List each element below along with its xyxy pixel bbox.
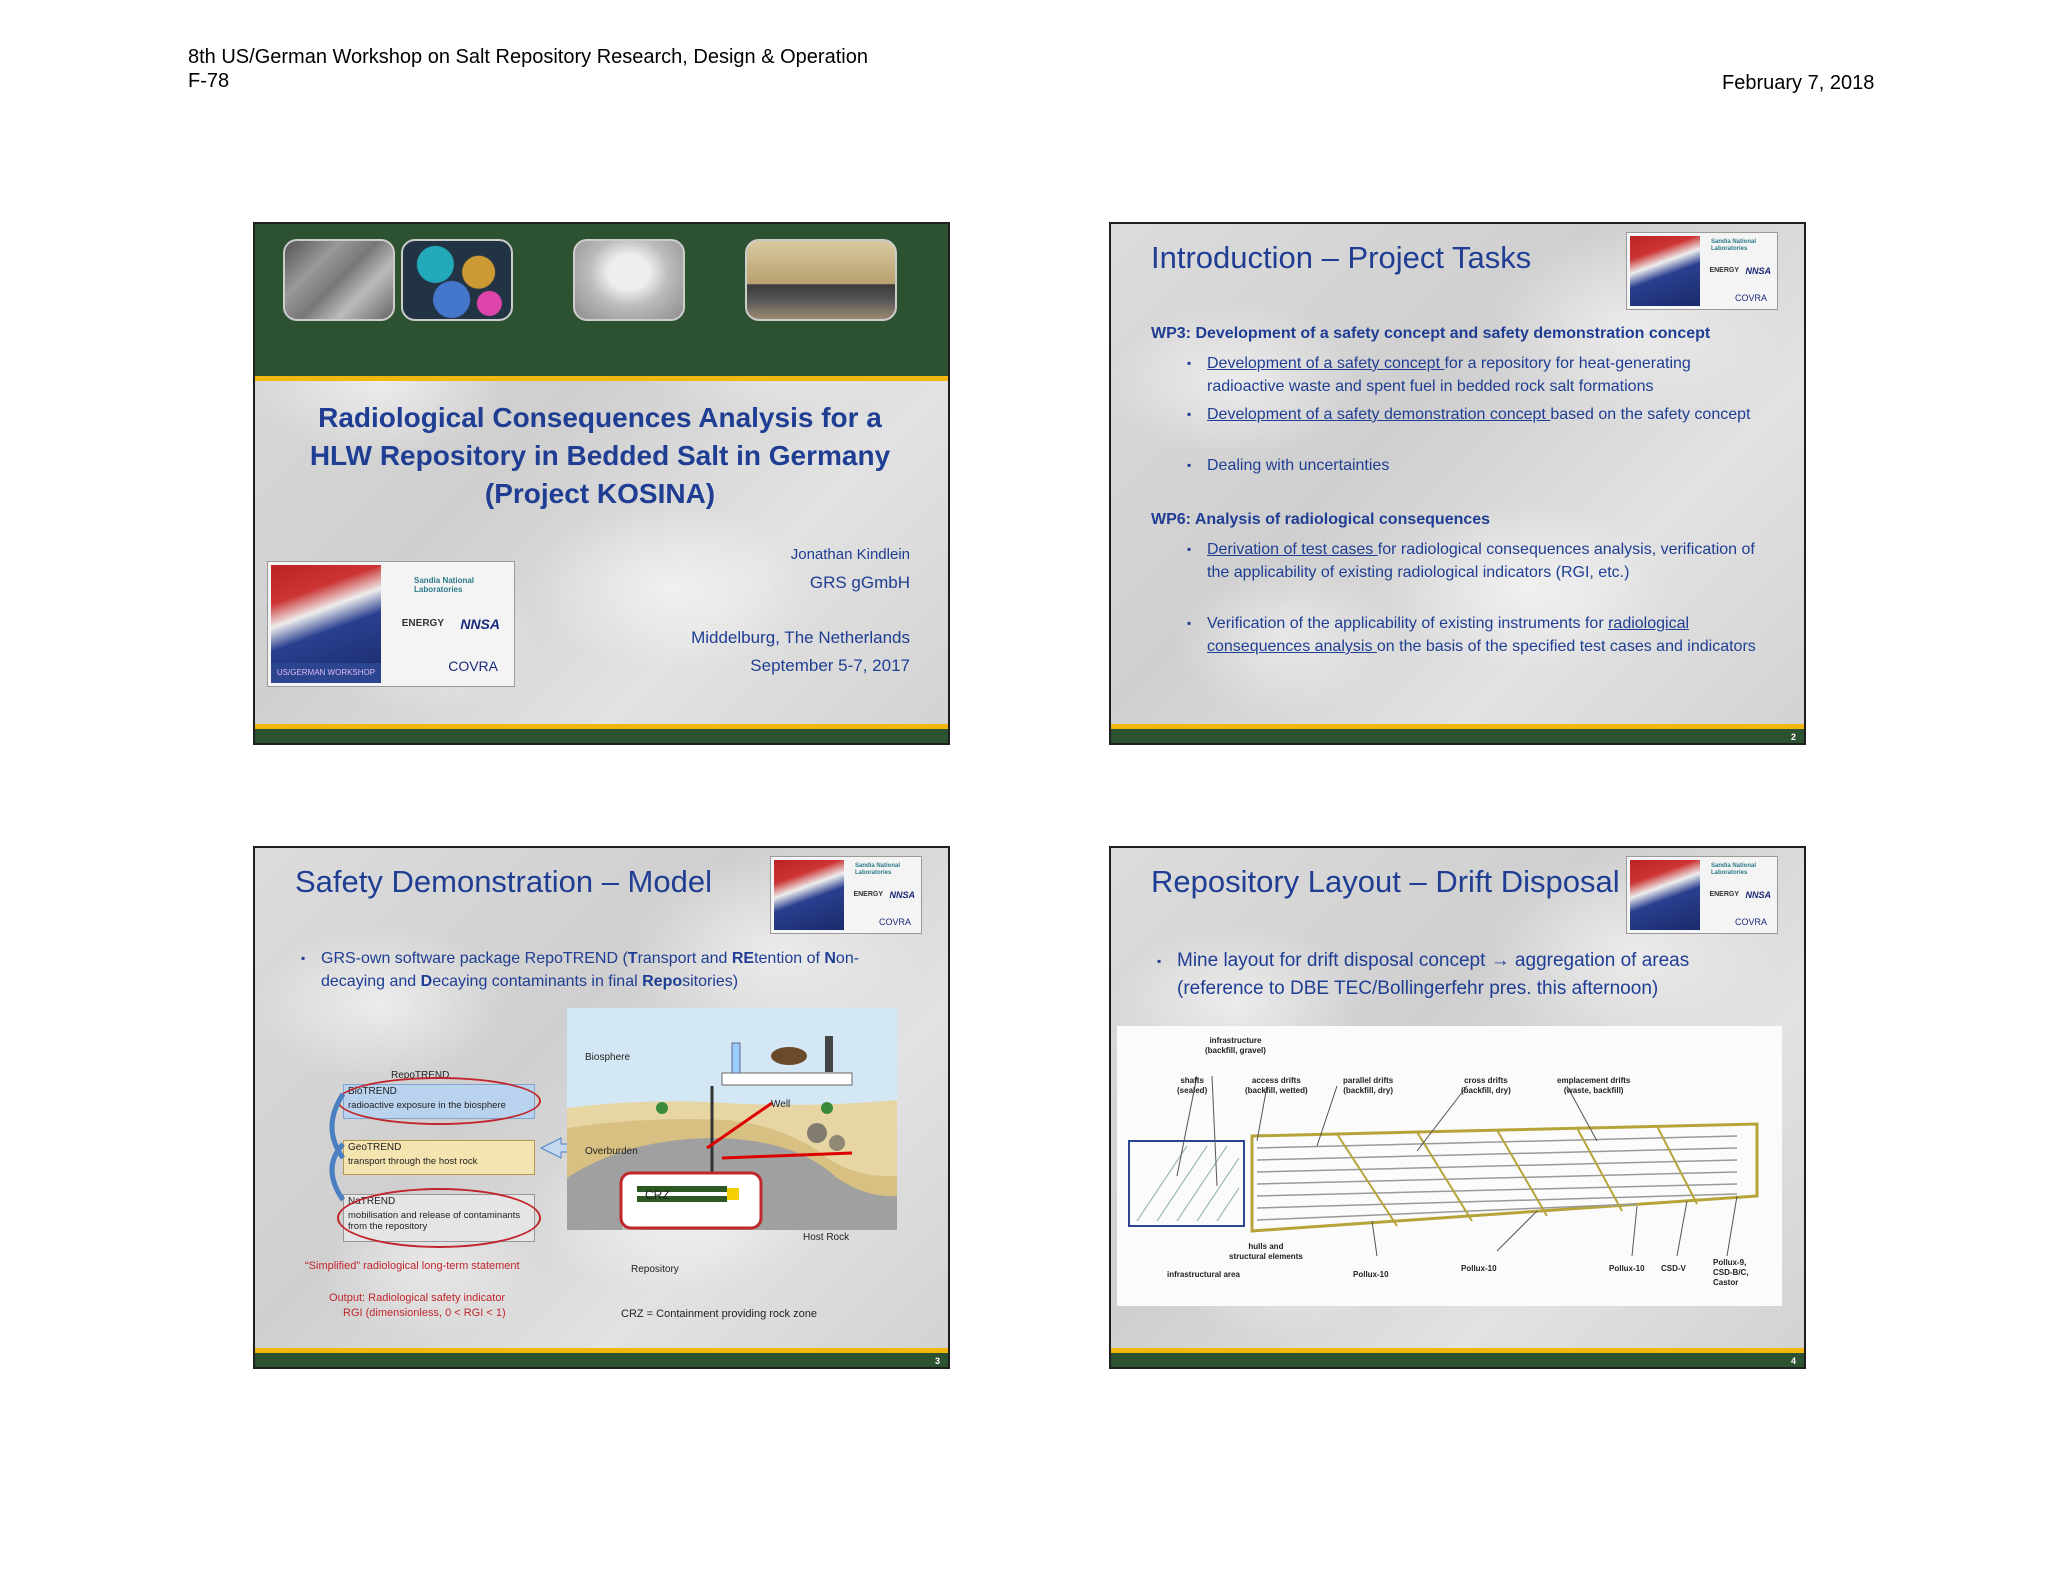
wp3-bullet-3: ▪ Dealing with uncertainties [1207,454,1767,477]
label-pollux10-c: Pollux-10 [1609,1264,1645,1273]
slide-1-title-line1: Radiological Consequences Analysis for a [318,402,882,433]
bullet-bold: D [420,973,433,990]
geotrend-name: GeoTREND [348,1142,402,1153]
wp3-bullet-1 [1207,352,1767,398]
bullet-bold: Repo [642,973,683,990]
slide-4-bullet-line1: ▪ Mine layout for drift disposal concept → aggregation of areas [1177,950,1690,971]
contaminant-plume [807,1123,827,1143]
label-shafts: shafts (sealed) [1177,1076,1208,1095]
bullet-text: ransport and [637,950,732,967]
bullet-text: sitories) [682,973,739,990]
slide-4-title: Repository Layout – Drift Disposal [1151,864,1620,899]
geotrend-desc: transport through the host rock [348,1156,478,1167]
workshop-logo-small [1626,232,1778,310]
biotrend-name: BioTREND [348,1086,397,1097]
slide-3-title: Safety Demonstration – Model [295,864,712,899]
wp6-heading: WP6: Analysis of radiological consequences [1151,511,1491,528]
sandia-logo: Sandia National Laboratories [855,863,901,876]
label-pollux10-a: Pollux-10 [1353,1270,1389,1279]
workshop-logo-flags [1630,236,1700,306]
infrastructural-area-box [1129,1141,1244,1226]
workshop-logo-label: US/GERMAN WORKSHOP [271,663,381,683]
slide-2-title: Introduction – Project Tasks [1151,240,1532,275]
wp6-bullet-1 [1207,538,1767,584]
slide-2-footer [1111,724,1804,743]
emplacement-drifts [1257,1136,1737,1220]
cow-icon [771,1047,807,1065]
page-code: F-78 [188,70,230,92]
farm-platform [722,1073,852,1085]
label-emplacement-drifts: emplacement drifts (waste, backfill) [1557,1076,1631,1095]
bullet-bold: T [627,950,638,967]
crz-label: CRZ [645,1188,670,1202]
energy-logo: ENERGY [1709,267,1739,274]
workshop-logo-small [1626,856,1778,934]
slide-4 [1109,846,1806,1369]
slide-4-footer [1111,1348,1804,1367]
energy-logo: ENERGY [401,618,444,629]
natrend-name: NaTREND [348,1196,396,1207]
bullet-text: GRS-own software package RepoTREND ( [321,950,628,967]
biotrend-desc: radioactive exposure in the biosphere [348,1100,506,1111]
slide-1-org: GRS gGmbH [809,573,910,592]
slide-2-page-number: 2 [1790,732,1796,742]
bullet-bold: N [824,950,836,967]
label-infrastructure: infrastructure (backfill, gravel) [1205,1036,1266,1055]
bullet-text: ecaying contaminants in final [432,973,643,990]
label-csd-v: CSD-V [1661,1264,1686,1273]
slide-1-title [253,222,950,745]
natrend-desc: mobilisation and release of contaminants from the repository [348,1210,521,1232]
wp6-bullet-1-link: Derivation of test cases [1207,541,1378,558]
bullet-text: tention of [754,950,825,967]
wp6-bullet-2 [1207,612,1767,658]
label-cross-drifts: cross drifts (backfill, dry) [1461,1076,1511,1095]
label-parallel-drifts: parallel drifts (backfill, dry) [1343,1076,1394,1095]
biosphere-label: Biosphere [585,1052,631,1063]
workshop-logo [267,561,515,687]
wp3-bullet-2-text: based on the safety concept [1550,406,1751,423]
crz-definition: CRZ = Containment providing rock zone [621,1308,817,1320]
host-rock-label: Host Rock [803,1232,850,1243]
wp3-bullet-1-link: Development of a safety concept [1207,355,1445,372]
slide-3-footer [255,1348,948,1367]
covra-logo: COVRA [878,917,911,927]
energy-logo: ENERGY [853,891,883,898]
wp6-bullet-2-pre: Verification of the applicability of existing instruments for [1207,615,1609,632]
repotrend-label: RepoTREND [391,1070,450,1081]
photo-group [745,239,897,321]
label-infrastructural-area: infrastructural area [1167,1270,1240,1279]
workshop-logo-small [770,856,922,934]
workshop-logo-flags [1630,860,1700,930]
workshop-logo-flags [774,860,844,930]
well-label: Well [771,1099,791,1110]
covra-logo: COVRA [1734,293,1767,303]
photo-salt-crystals [401,239,513,321]
sandia-logo: Sandia National Laboratories [414,576,475,594]
label-pollux10-b: Pollux-10 [1461,1264,1497,1273]
layout-figure [1117,1026,1782,1306]
simplified-statement: “Simplified” radiological long-term statement [305,1260,520,1272]
sandia-logo: Sandia National Laboratories [1711,863,1757,876]
label-hulls: hulls and structural elements [1229,1242,1303,1261]
photo-mine-drift [573,239,685,321]
wp3-heading: WP3: Development of a safety concept and safety demonstration concept [1151,325,1711,342]
slide-1-title-line3: (Project KOSINA) [484,478,716,509]
bullet-bold: RE [731,950,755,967]
slide-1-dates: September 5-7, 2017 [750,656,910,675]
wp3-bullet-2-link: Development of a safety demonstration concept [1207,406,1551,423]
covra-logo: COVRA [448,658,498,674]
photo-salt-cavern [283,239,395,321]
slide-1-title-line2: HLW Repository in Bedded Salt in Germany [309,440,891,471]
page-date: February 7, 2018 [1722,72,1875,94]
sandia-logo: Sandia National Laboratories [1711,239,1757,252]
nnsa-logo: NNSA [460,616,500,632]
radiation-icon [727,1188,739,1200]
output-line-2: RGI (dimensionless, 0 < RGI < 1) [343,1307,506,1319]
covra-logo: COVRA [1734,917,1767,927]
slide-4-bullet-line2: (reference to DBE TEC/Bollingerfehr pres. this afternoon) [1177,978,1659,999]
slide-1-footer [255,724,948,743]
wp3-bullet-1-text: for a repository for heat-generating radioactive waste and spent fuel in bedded rock salt formations [1207,355,1691,395]
infra-hatching [1137,1146,1239,1221]
slide-3-bullet [321,947,921,993]
slide-1-author: Jonathan Kindlein [790,546,910,563]
overburden-label: Overburden [585,1146,638,1157]
slide-4-page-number: 4 [1790,1356,1796,1366]
workshop-title: 8th US/German Workshop on Salt Repository Research, Design & Operation [188,46,868,68]
nnsa-logo: NNSA [1745,890,1771,900]
geology-diagram [567,1008,897,1230]
tree-icon [821,1102,833,1114]
slide-2 [1109,222,1806,745]
label-pollux9: Pollux-9, CSD-B/C, Castor [1713,1258,1749,1287]
wp6-bullet-2-text: on the basis of the specified test cases and indicators [1376,638,1756,655]
output-line-1: Output: Radiological safety indicator [329,1292,506,1304]
energy-logo: ENERGY [1709,891,1739,898]
slide-3 [253,846,950,1369]
wp6-bullet-2-link: radiological consequences analysis [1207,615,1690,655]
repository-label: Repository [631,1264,679,1275]
wp3-bullet-2 [1207,403,1767,426]
nnsa-logo: NNSA [1745,266,1771,276]
slide-3-page-number: 3 [934,1356,940,1366]
slide-1-banner [255,224,948,381]
farmer-icon [825,1036,833,1072]
slide-4-bullet [1177,947,1787,1003]
nnsa-logo: NNSA [889,890,915,900]
tree-icon [656,1102,668,1114]
wp6-bullet-1-text: for radiological consequences analysis, verification of the applicability of existing radiological indicators (RGI, etc.) [1207,541,1755,581]
slide-1-location: Middelburg, The Netherlands [691,628,910,647]
silo-icon [732,1043,740,1073]
module-arrows [315,1088,575,1248]
bullet-text: on-decaying and [321,950,860,990]
label-access-drifts: access drifts (backfill, wetted) [1245,1076,1308,1095]
contaminant-plume [829,1135,845,1151]
